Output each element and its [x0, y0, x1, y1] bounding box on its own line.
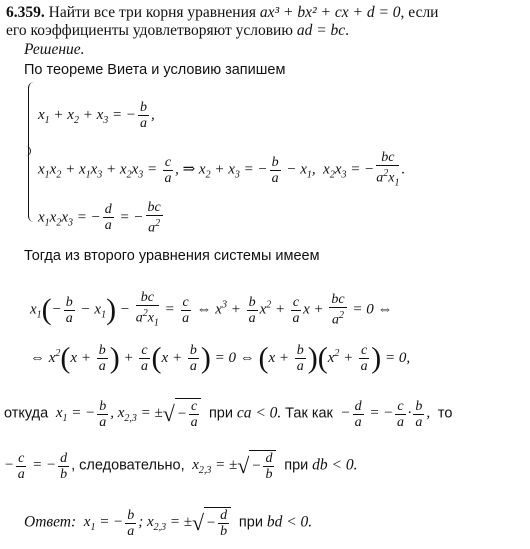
problem-text-a: Найти все три корня уравнения: [48, 4, 257, 21]
problem-text-d: .: [345, 22, 350, 39]
problem-equation: ax³ + bx² + cx + d = 0: [259, 4, 401, 21]
answer-label: Ответ:: [24, 513, 77, 531]
intro-text: По теореме Виета и условию запишем: [24, 62, 286, 78]
problem-condition: ad = bc: [296, 22, 346, 39]
consequence-line: − $\frac{c}{a}$ = − $\frac{d}{b}$ , следовательно, $x_{2,3}$ = ±√ − $\frac{d}{b}$ при db < 0.: [4, 450, 358, 482]
text-pri-1: при: [208, 405, 233, 422]
derivation-line-1: $x_1(-$ $\frac{b}{a}$ − $x_1$) − $\frac{bc}{a^2x_1}$ = $\frac{c}{a}$ ⇔ $x^3$ + $\frac{b}{a}$ $x^2$ + $\frac{c}{a}$ x + $\frac{bc}{a^2}$ = 0 ⇔: [30, 290, 393, 329]
answer-line: Ответ: $x_1$ = − $\frac{b}{a}$ ; $x_{2,3}$ = ±√ − $\frac{d}{b}$ при bd < 0.: [24, 507, 313, 539]
transition-text: Тогда из второго уравнения системы имеем: [24, 248, 320, 264]
derivation-line-2: ⇔ $x^2(x$ + $\frac{b}{a}$ ) + $\frac{c}{a}$ (x + $\frac{b}{a}$ ) = 0 ⇔ (x + $\frac{b}{a}$ )($x^2$ + $\frac{c}{a}$ ) = 0,: [30, 341, 411, 375]
text-pri-2: при: [284, 457, 309, 474]
problem-line-2: [6, 22, 349, 40]
vieta-eq-3: $x_1x_2x_3$ = − $\frac{d}{a}$ = − $\frac{bc}{a^2}$: [38, 200, 161, 236]
vieta-eq-2: $x_1x_2 + x_1x_3 + x_2x_3$ = $\frac{c}{a}$ , ⇒ $x_2 + x_3$ = − $\frac{b}{a}$ − $x_1$, $x_2x_3$ = − $\frac{bc}{a^2x_1}$ .: [38, 150, 406, 189]
solution-label: Решение.: [24, 41, 85, 58]
problem-text-c: его коэффициенты удовлетворяют условию: [6, 22, 293, 39]
text-bd: bd < 0.: [266, 513, 313, 531]
text-to: то: [437, 405, 453, 422]
roots-line: откуда $x_1$ = − $\frac{b}{a}$ , $x_{2,3}$ = ±√ − $\frac{c}{a}$ при ca < 0. Так как − $\frac{d}{a}$ = − $\frac{c}{a}$ · $\frac{b}{a}$ , то: [4, 398, 453, 430]
problem-number: 6.359.: [6, 4, 45, 21]
problem-text-b: , если: [400, 4, 439, 21]
problem-line-1: [6, 4, 438, 22]
text-pri-3: при: [238, 514, 263, 531]
text-ca: ca < 0.: [236, 404, 282, 422]
vieta-eq-1: $x_1 + x_2 + x_3$ = − $\frac{b}{a}$ ,: [38, 100, 155, 131]
text-otkuda: откуда: [4, 405, 49, 422]
text-db: db < 0.: [312, 456, 358, 474]
text-tak-kak: Так как: [285, 405, 333, 422]
text-sledovatelno: , следовательно,: [71, 457, 185, 474]
